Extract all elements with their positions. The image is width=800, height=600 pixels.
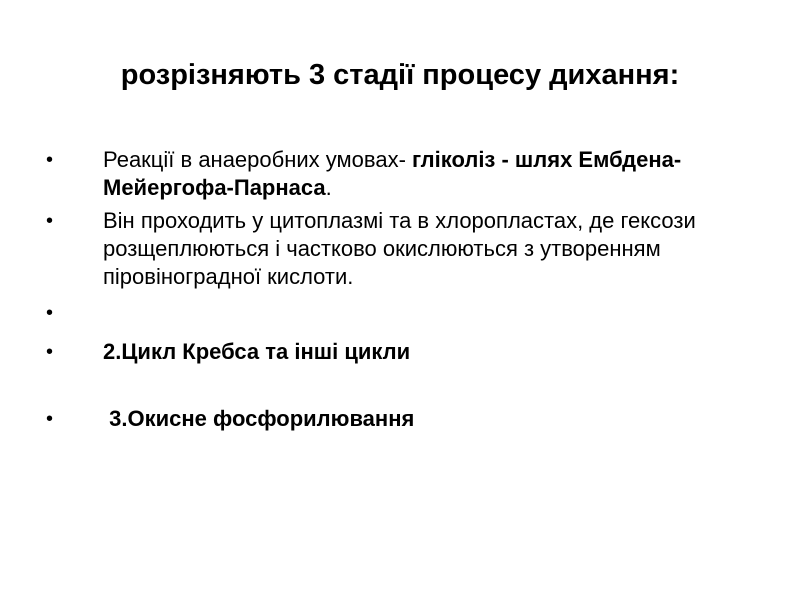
bullet-text-bold: гліколіз - шлях Ембдена-Мейергофа-Парнаса [103, 147, 682, 200]
bullet-text: Він проходить у цитоплазмі та в хлоропластах, де гексози розщеплюються і частково окислюються з утворенням піровіноградної кислоти. [103, 208, 696, 289]
bullet-text-plain: Реакції в анаеробних умовах- [103, 147, 413, 172]
slide-title: розрізняють 3 стадії процесу дихання: [120, 59, 680, 91]
bullet-icon: • [46, 210, 54, 232]
bullet-icon: • [46, 408, 54, 430]
bullet-icon: • [46, 302, 54, 324]
bullet-text-end: . [325, 175, 332, 200]
bullet-icon: • [46, 341, 54, 363]
bullet-text: 3.Окисне фосфорилювання [103, 406, 415, 431]
bullet-icon: • [46, 149, 54, 171]
bullet-text [103, 146, 743, 202]
bullet-text: 2.Цикл Кребса та інші цикли [103, 339, 411, 364]
